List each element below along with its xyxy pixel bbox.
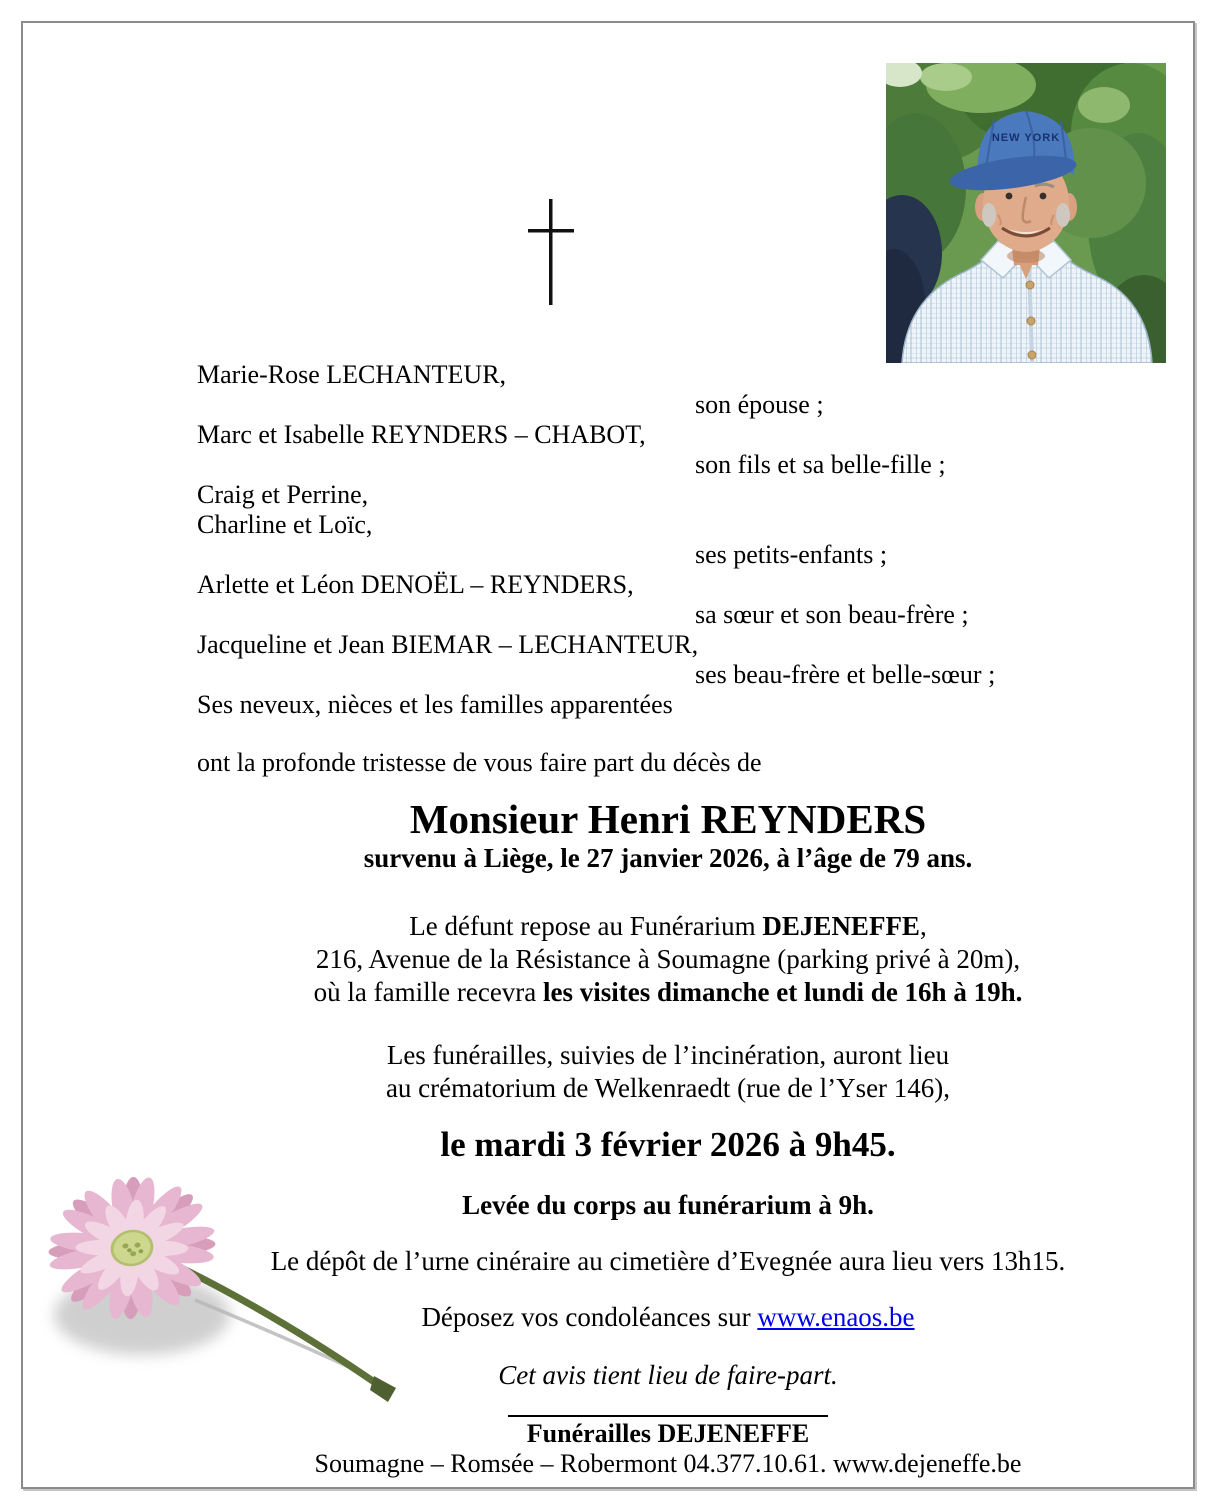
family-relation: sa sœur et son beau-frère ; [695, 600, 969, 629]
repose-line-1-text: Le défunt repose au Funérarium [409, 911, 763, 941]
urne-line: Le dépôt de l’urne cinéraire au cimetière d’Evegnée aura lieu vers 13h15. [270, 1246, 1066, 1276]
family-member-name: Marie-Rose LECHANTEUR, [197, 360, 507, 389]
repose-line-1 [197, 910, 1139, 943]
funeral-line-1: Les funérailles, suivies de l’incinération, auront lieu [386, 1040, 950, 1070]
condolences-text: Déposez vos condoléances sur [421, 1302, 758, 1332]
repose-line-2: 216, Avenue de la Résistance à Soumagne (parking privé à 20m), [315, 944, 1021, 974]
funeral-block [197, 1039, 1139, 1105]
family-relation: son épouse ; [695, 390, 824, 419]
family-relation: ses petits-enfants ; [695, 540, 888, 569]
death-details: survenu à Liège, le 27 janvier 2026, à l’âge de 79 ans. [363, 843, 973, 873]
family-member-name: Ses neveux, nièces et les familles apparentées [197, 690, 673, 719]
deceased-name: Monsieur Henri REYNDERS [409, 796, 927, 842]
condolences-link[interactable]: www.enaos.be [757, 1302, 915, 1332]
repose-block [197, 910, 1139, 1009]
funeral-date: le mardi 3 février 2026 à 9h45. [440, 1125, 896, 1164]
funeral-home-company: Funérailles DEJENEFFE [526, 1419, 810, 1448]
family-member-name: Jacqueline et Jean BIEMAR – LECHANTEUR, [197, 630, 699, 659]
family-member-name: Charline et Loïc, [197, 510, 373, 539]
family-relation: ses beau-frère et belle-sœur ; [695, 660, 996, 689]
repose-line-3-text: où la famille recevra [313, 977, 544, 1007]
intro-sentence: ont la profonde tristesse de vous faire part du décès de [197, 748, 762, 777]
funeral-home-address: Soumagne – Romsée – Robermont 04.377.10.61. www.dejeneffe.be [314, 1449, 1022, 1478]
family-member-name: Craig et Perrine, [197, 480, 369, 509]
condolences-line [197, 1301, 1139, 1333]
levee-du-corps: Levée du corps au funérarium à 9h. [462, 1190, 874, 1220]
family-member-name: Arlette et Léon DENOËL – REYNDERS, [197, 570, 634, 599]
visiting-hours: les visites dimanche et lundi de 16h à 19h. [543, 977, 1023, 1007]
family-member-name: Marc et Isabelle REYNDERS – CHABOT, [197, 420, 646, 449]
avis-line: Cet avis tient lieu de faire-part. [498, 1360, 838, 1390]
footer-divider [508, 1415, 828, 1417]
repose-line-1-end: , [919, 911, 927, 941]
family-relation: son fils et sa belle-fille ; [695, 450, 946, 479]
family-list [197, 360, 1139, 720]
funeral-home-name: DEJENEFFE [762, 911, 920, 941]
repose-line-3 [197, 976, 1139, 1009]
svg-text:NEW YORK: NEW YORK [991, 132, 1061, 144]
funeral-line-2: au crématorium de Welkenraedt (rue de l’Yser 146), [385, 1073, 951, 1103]
